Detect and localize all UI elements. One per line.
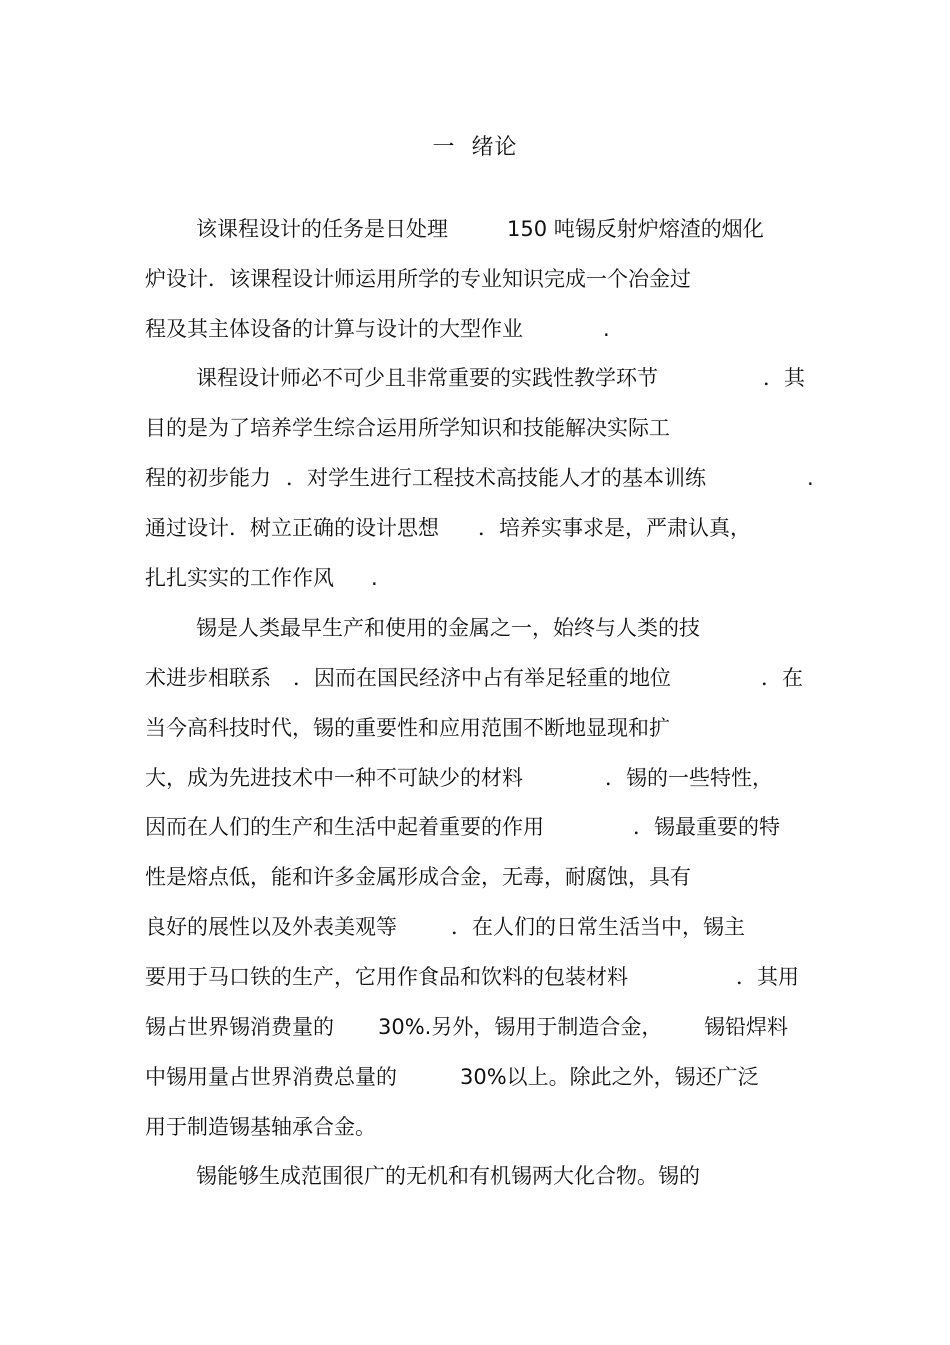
text-line <box>0 611 700 645</box>
text-segment: 150 吨锡反射炉熔渣的烟化 <box>507 217 764 241</box>
text-segment: ．培养实事求是，严肃认真， <box>478 516 751 540</box>
text-segment: 锡占世界锡消费量的 <box>145 1015 334 1039</box>
text-segment: ．其 <box>763 366 805 390</box>
text-segment: 通过设计．树立正确的设计思想 <box>145 516 439 540</box>
text-segment: 良好的展性以及外表美观等 <box>145 915 397 939</box>
text-segment: ．在人们的日常生活当中，锡主 <box>451 915 745 939</box>
text-line <box>0 810 780 844</box>
text-segment: 当今高科技时代，锡的重要性和应用范围不断地显现和扩 <box>145 716 670 740</box>
text-line <box>0 910 745 944</box>
text-segment: 30%以上。除此之外，锡还广泛 <box>460 1065 759 1089</box>
text-segment: ．对学生进行工程技术高技能人才的基本训练 <box>286 466 706 490</box>
text-segment: 锡是人类最早生产和使用的金属之一，始终与人类的技 <box>196 616 700 640</box>
text-segment: 锡能够生成范围很广的无机和有机锡两大化合物。锡的 <box>196 1164 700 1188</box>
text-line <box>0 1110 376 1144</box>
text-segment: . <box>603 317 610 341</box>
text-segment: ．锡最重要的特 <box>633 815 780 839</box>
text-line <box>0 1010 788 1044</box>
text-segment: 中锡用量占世界消费总量的 <box>145 1065 397 1089</box>
text-segment: . <box>371 566 378 590</box>
text-segment: 因而在人们的生产和生活中起着重要的作用 <box>145 815 544 839</box>
text-line <box>0 212 764 246</box>
text-line <box>0 561 378 595</box>
text-line <box>0 361 805 395</box>
text-line <box>0 711 670 745</box>
text-segment: ．锡的一些特性， <box>605 766 773 790</box>
text-segment: 要用于马口铁的生产，它用作食品和饮料的包装材料 <box>145 965 628 989</box>
text-segment: 30%.另外，锡用于制造合金， <box>378 1015 663 1039</box>
text-segment: 术进步相联系 <box>145 666 271 690</box>
text-segment: 目的是为了培养学生综合运用所学知识和技能解决实际工 <box>145 416 670 440</box>
text-line <box>0 1060 759 1094</box>
text-segment: 扎扎实实的工作作风 <box>145 566 334 590</box>
text-line <box>0 761 773 795</box>
text-segment: 程及其主体设备的计算与设计的大型作业 <box>145 317 523 341</box>
text-segment: ．其用 <box>736 965 799 989</box>
text-line <box>0 1159 700 1193</box>
text-line <box>0 511 751 545</box>
text-segment: 炉设计．该课程设计师运用所学的专业知识完成一个冶金过 <box>145 267 691 291</box>
text-line <box>0 461 814 495</box>
text-line <box>0 661 803 695</box>
text-segment: 该课程设计的任务是日处理 <box>196 217 448 241</box>
page-title: 一 绪论 <box>432 135 518 160</box>
text-line <box>0 960 799 994</box>
text-segment: ．因而在国民经济中占有举足轻重的地位 <box>293 666 671 690</box>
text-segment: 用于制造锡基轴承合金。 <box>145 1115 376 1139</box>
text-segment: . <box>807 466 814 490</box>
text-segment: 大，成为先进技术中一种不可缺少的材料 <box>145 766 523 790</box>
text-segment: ．在 <box>761 666 803 690</box>
text-line <box>0 262 691 296</box>
text-segment: 程的初步能力 <box>145 466 271 490</box>
text-line <box>0 411 670 445</box>
text-line <box>0 860 691 894</box>
text-line <box>0 312 610 346</box>
text-segment: 课程设计师必不可少且非常重要的实践性教学环节 <box>196 366 658 390</box>
text-segment: 性是熔点低，能和许多金属形成合金，无毒，耐腐蚀，具有 <box>145 865 691 889</box>
text-segment: 锡铅焊料 <box>704 1015 788 1039</box>
